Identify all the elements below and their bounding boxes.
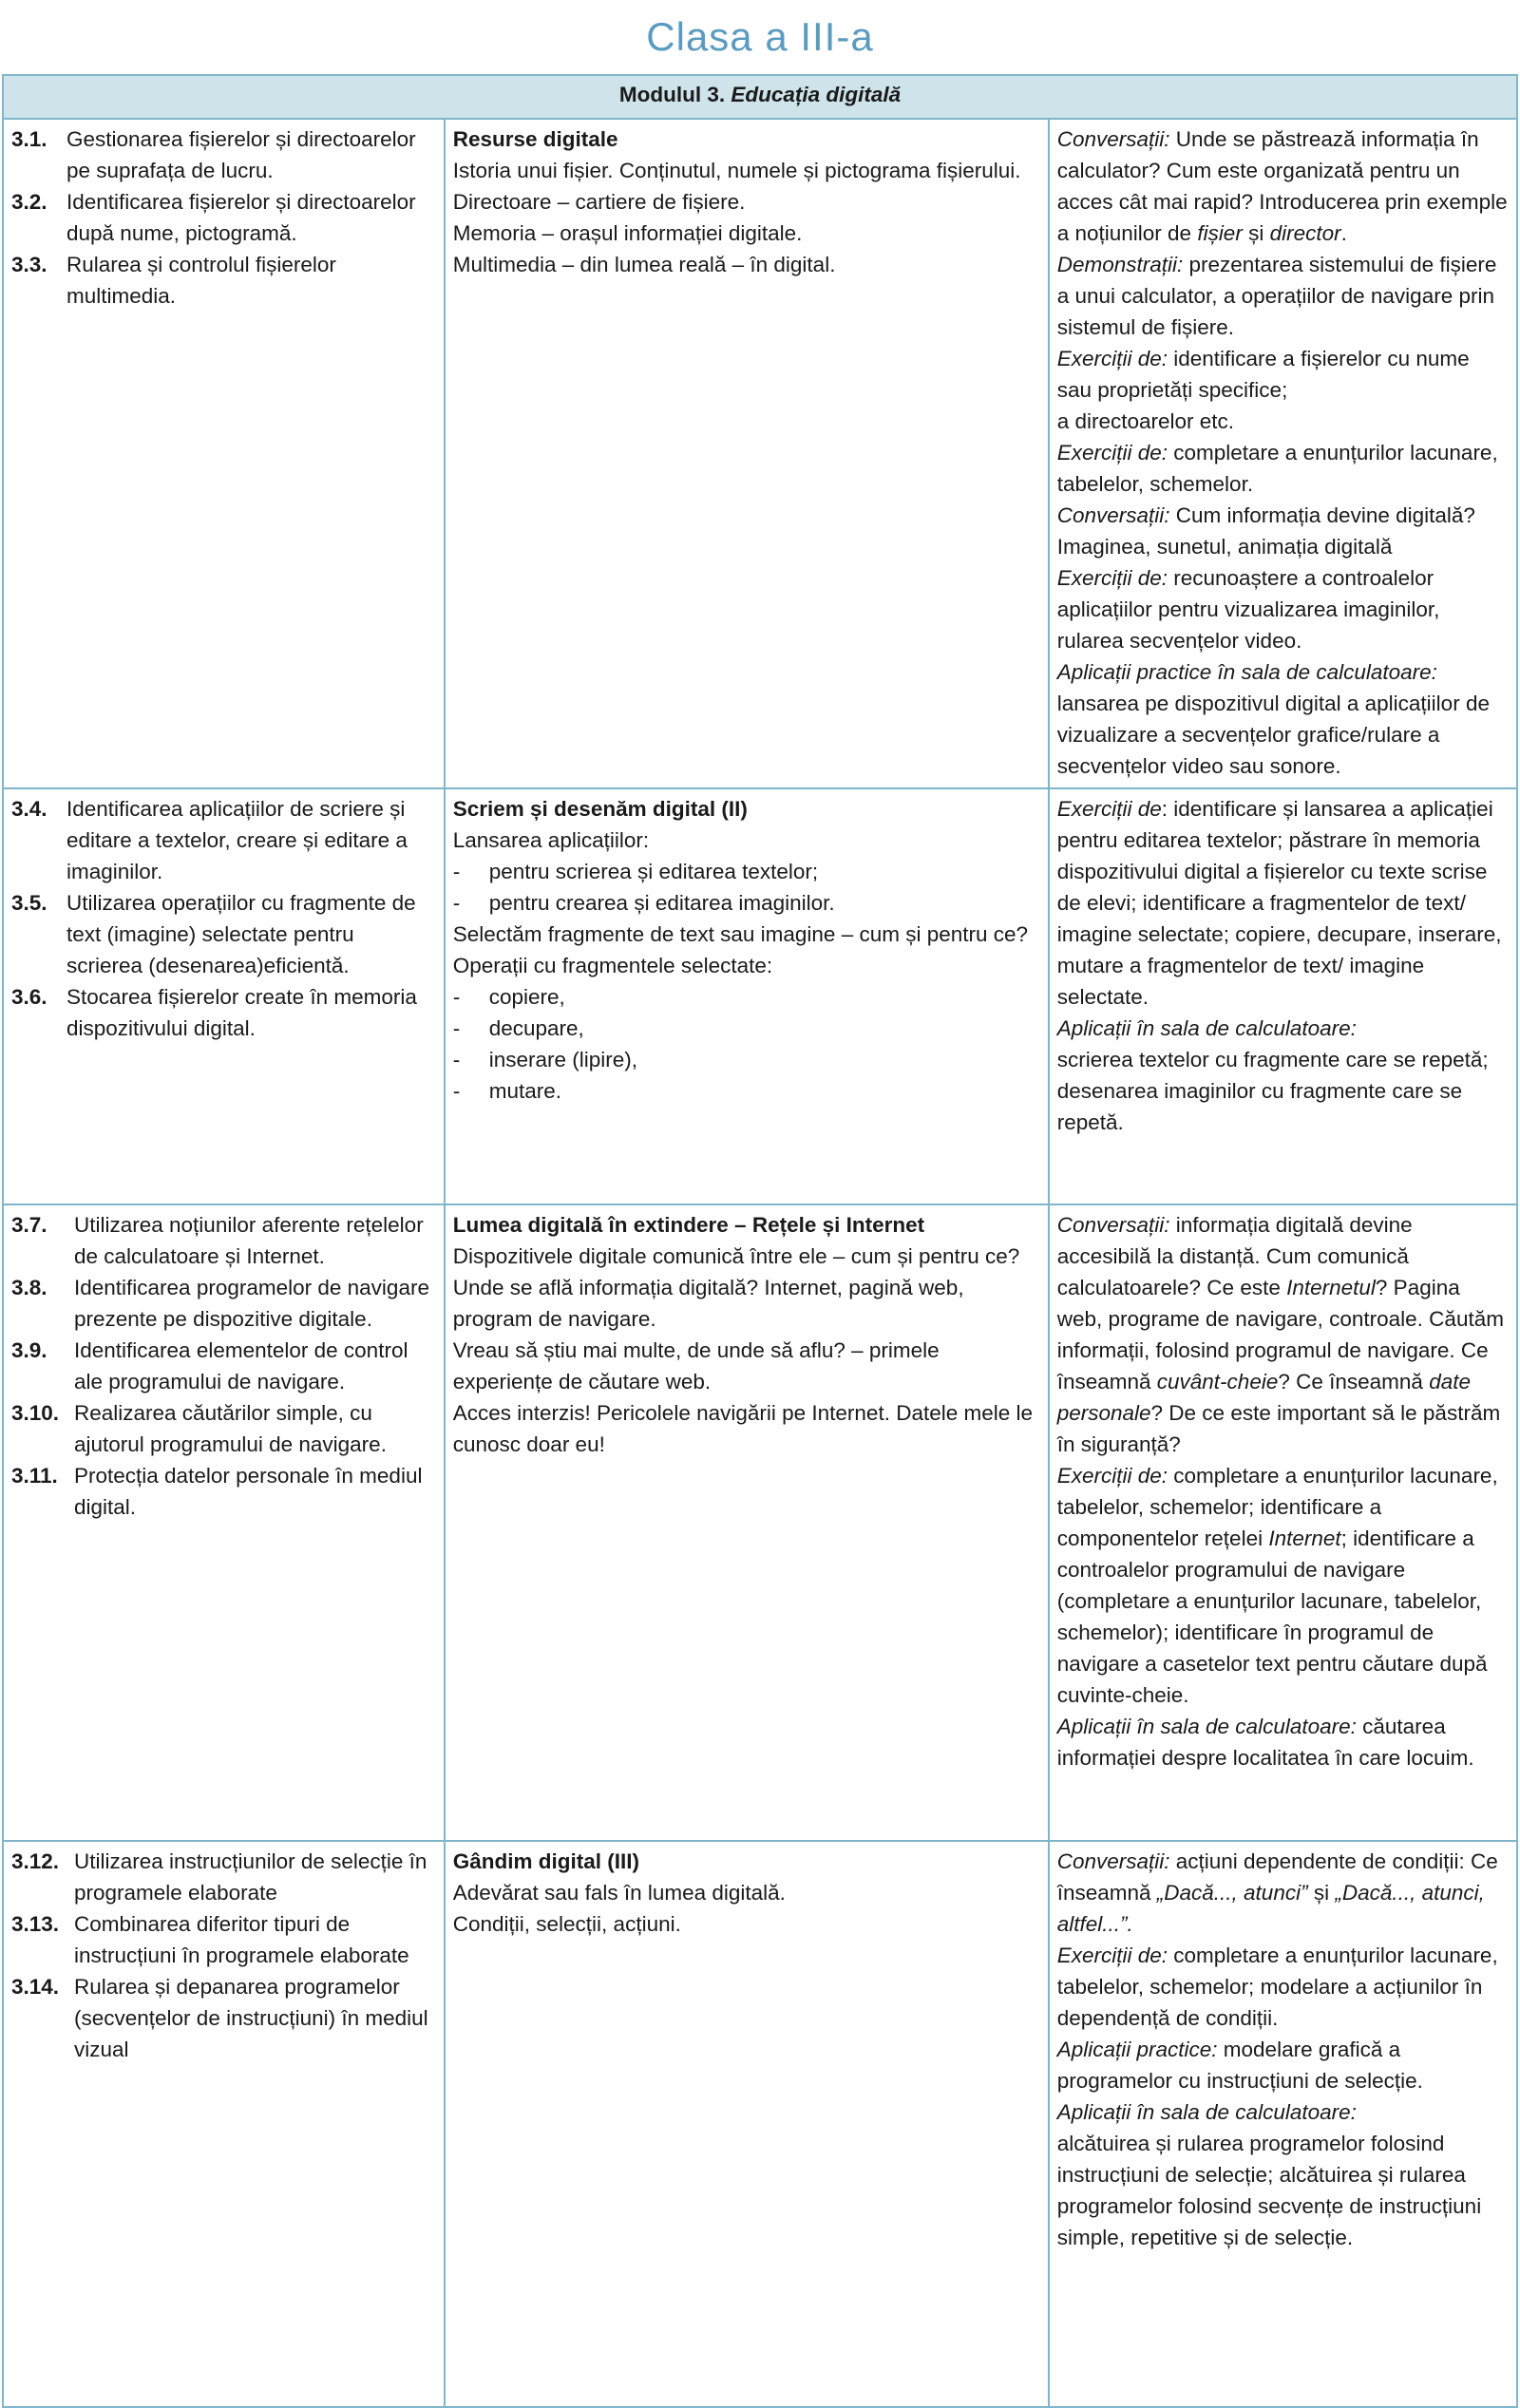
competence-item [11, 1209, 436, 1272]
activity-label: Exerciții de: [1056, 1464, 1168, 1488]
competence-text: Stocarea fișierelor create în memoria dispozitivului digital. [66, 985, 417, 1040]
competences-cell [3, 119, 445, 788]
activity-text: modelare grafică a programelor cu instrucțiuni de selecție. [1056, 2038, 1423, 2093]
competence-number: 3.12. [11, 1849, 60, 1873]
activity-line [1057, 406, 1509, 437]
competence-item [11, 1460, 436, 1523]
activity-text: scrierea textelor cu fragmente care se repetă; [1056, 1048, 1489, 1071]
table-row [3, 788, 1517, 1204]
competence-text: Realizarea căutărilor simple, cu ajutorul programului de navigare. [74, 1401, 387, 1456]
content-title: Scriem și desenăm digital (II) [452, 797, 748, 821]
content-line: Istoria unui fișier. Conținutul, numele și pictograma fișierului. [452, 159, 1021, 182]
table-row [3, 1841, 1517, 2407]
competence-number: 3.1. [11, 127, 48, 151]
activity-text: și [1242, 221, 1270, 245]
competence-number: 3.13. [11, 1912, 60, 1936]
competence-item [11, 1397, 436, 1460]
list-item: - copiere, [453, 981, 1040, 1013]
competence-text: Utilizarea instrucțiunilor de selecție în programele elaborate [74, 1849, 428, 1905]
activity-text: ? De ce este important să le păstrăm în siguranță? [1056, 1401, 1501, 1456]
activity-line [1057, 123, 1509, 249]
list-item-text: inserare (lipire), [488, 1048, 638, 1071]
module-header [3, 75, 1517, 119]
content-title: Gândim digital (III) [452, 1849, 639, 1873]
competence-text: Protecția datelor personale în mediul digital. [74, 1464, 423, 1519]
activity-text: desenarea imaginilor cu fragmente care se repetă. [1056, 1079, 1463, 1134]
activity-line [1057, 1711, 1509, 1773]
competence-number: 3.10. [11, 1401, 60, 1425]
activity-emphasis: Internetul [1286, 1276, 1376, 1299]
content-line: Adevărat sau fals în lumea digitală. [452, 1881, 786, 1905]
content-title: Resurse digitale [452, 127, 618, 151]
content-line: Selectăm fragmente de text sau imagine – cum și pentru ce? Operații cu fragmentele selectate: [452, 922, 1029, 977]
activity-line [1057, 1460, 1509, 1711]
competences-cell [3, 1204, 445, 1841]
activity-text: ? Ce înseamnă [1278, 1370, 1430, 1394]
competence-item [11, 1908, 436, 1971]
activity-label: Conversații: [1056, 503, 1170, 527]
competence-text: Utilizarea noțiunilor aferente rețelelor de calculatoare și Internet. [74, 1213, 424, 1268]
activity-line [1057, 437, 1509, 500]
competences-cell [3, 1841, 445, 2407]
content-line: Directoare – cartiere de fișiere. [452, 190, 746, 214]
activity-label: Aplicații practice în sala de calculatoare: [1056, 660, 1437, 684]
module-prefix: Modulul 3. [618, 83, 732, 106]
curriculum-table [2, 74, 1518, 2408]
activities-cell [1049, 119, 1517, 788]
activity-line [1057, 656, 1509, 688]
activity-line [1057, 2096, 1509, 2128]
activity-text: acțiuni dependente de condiții: Ce înseamnă [1056, 1849, 1498, 1905]
content-line: Multimedia – din lumea reală – în digital. [452, 253, 836, 276]
activity-emphasis: director [1269, 221, 1341, 245]
content-line: Lansarea aplicațiilor: [452, 828, 650, 852]
activity-text: completare a enunțurilor lacunare, tabelelor, schemelor; identificare a componentelor rețelei [1056, 1464, 1498, 1550]
activity-label: Exerciții de: [1056, 441, 1168, 465]
competence-item [11, 887, 436, 981]
competence-item [11, 249, 436, 312]
activity-line [1057, 249, 1509, 343]
activity-text: recunoaștere a controalelor aplicațiilor pentru vizualizarea imaginilor, rularea secvențelor video. [1056, 566, 1440, 653]
list-item-text: copiere, [488, 985, 565, 1009]
activity-line [1057, 1209, 1509, 1460]
activity-emphasis: Internet [1268, 1526, 1341, 1550]
activity-text: ? Pagina web, programe de navigare, controale. Căutăm informații, folosind programul de navigare. Ce înseamnă [1056, 1276, 1504, 1394]
activities-cell [1049, 1841, 1517, 2407]
activities-cell [1049, 1204, 1517, 1841]
content-line: Dispozitivele digitale comunică între ele – cum și pentru ce? [452, 1244, 1020, 1268]
competence-number: 3.14. [11, 1975, 60, 1999]
competence-number: 3.2. [11, 190, 48, 214]
activity-line [1057, 2128, 1509, 2253]
activity-text: completare a enunțurilor lacunare, tabelelor, schemelor; modelare a acțiunilor în dependență de condiții. [1056, 1943, 1498, 2030]
activity-text: alcătuirea și rularea programelor folosind instrucțiuni de selecție; alcătuirea și rularea programelor folosind secvențe de instrucțiuni simple, repetitive și de selecție. [1056, 2132, 1482, 2249]
activity-emphasis: „Dacă..., atunci, altfel...”. [1056, 1881, 1485, 1936]
activity-line [1057, 343, 1509, 406]
competence-text: Identificarea aplicațiilor de scriere și editare a textelor, creare și editare a imaginilor. [66, 797, 408, 883]
activity-text: Cum informația devine digitală? Imaginea, sunetul, animația digitală [1056, 503, 1475, 559]
list-item-text: pentru crearea și editarea imaginilor. [488, 891, 835, 915]
content-cell [445, 1204, 1049, 1841]
activity-label: Exerciții de: [1056, 347, 1168, 370]
competence-number: 3.3. [11, 253, 48, 276]
activity-label: Demonstrații: [1056, 253, 1184, 276]
competence-number: 3.5. [11, 891, 48, 915]
competence-item [11, 186, 436, 249]
activity-label: Aplicații în sala de calculatoare: [1056, 2100, 1357, 2124]
table-row [3, 119, 1517, 788]
competence-item [11, 1335, 436, 1397]
competence-item [11, 1272, 436, 1335]
content-line: Condiții, selecții, acțiuni. [452, 1912, 681, 1936]
activity-line [1057, 2034, 1509, 2096]
competence-number: 3.6. [11, 985, 48, 1009]
activity-line [1057, 562, 1509, 656]
competence-number: 3.4. [11, 797, 48, 821]
page-title: Clasa a III-a [646, 14, 874, 59]
content-cell [445, 788, 1049, 1204]
competence-number: 3.8. [11, 1276, 48, 1299]
list-item-text: pentru scrierea și editarea textelor; [488, 860, 819, 883]
activity-line [1057, 500, 1509, 562]
competence-item [11, 1971, 436, 2065]
activity-label: Exerciții de: [1056, 1943, 1168, 1967]
activity-label: Aplicații în sala de calculatoare: [1056, 1715, 1357, 1738]
competence-text: Combinarea diferitor tipuri de instrucțiuni în programele elaborate [74, 1912, 409, 1967]
activity-label: Conversații: [1056, 1849, 1170, 1873]
activity-text: completare a enunțurilor lacunare, tabelelor, schemelor. [1056, 441, 1498, 496]
competence-number: 3.11. [11, 1464, 58, 1488]
activity-line [1057, 1846, 1509, 1940]
activity-line [1057, 1075, 1509, 1138]
list-item: - decupare, [453, 1013, 1040, 1044]
module-name: Educația digitală [731, 83, 902, 106]
content-line: Vreau să știu mai multe, de unde să aflu? – primele experiențe de căutare web. [452, 1338, 940, 1394]
competence-text: Identificarea programelor de navigare prezente pe dispozitive digitale. [74, 1276, 429, 1331]
module-header-row [3, 75, 1517, 119]
activity-text: : identificare și lansarea a aplicației pentru editarea textelor; păstrare în memoria dispozitivului digital a fișierelor cu texte scrise de elevi; identificare a fragmentelor de text/ imagine selectate; copiere, decupare, inserare, mutare a fragmentelor de text/ imagine selectate. [1056, 797, 1502, 1009]
competence-item [11, 1846, 436, 1908]
table-row [3, 1204, 1517, 1841]
competence-item [11, 123, 436, 186]
activity-label: Conversații: [1056, 1213, 1170, 1237]
competence-text: Rularea și depanarea programelor (secvențelor de instrucțiuni) în mediul vizual [74, 1975, 428, 2061]
activity-emphasis: fișier [1197, 221, 1243, 245]
competence-text: Identificarea fișierelor și directoarelor după nume, pictogramă. [66, 190, 416, 245]
competence-text: Utilizarea operațiilor cu fragmente de text (imagine) selectate pentru scrierea (desenarea)eficientă. [66, 891, 416, 977]
content-cell [445, 119, 1049, 788]
competence-number: 3.9. [11, 1338, 48, 1362]
activity-line [1057, 688, 1509, 782]
content-line: Unde se află informația digitală? Internet, pagină web, program de navigare. [452, 1276, 964, 1331]
activity-emphasis: „Dacă..., atunci” [1156, 1881, 1308, 1905]
activity-text: informația digitală devine accesibilă la distanță. Cum comunică calculatoarele? Ce este [1056, 1213, 1413, 1299]
competence-text: Gestionarea fișierelor și directoarelor pe suprafața de lucru. [66, 127, 416, 182]
activity-text: căutarea informației despre localitatea în care locuim. [1056, 1715, 1474, 1770]
list-item-text: decupare, [488, 1016, 584, 1040]
competence-item [11, 793, 436, 887]
list-item: - mutare. [453, 1075, 1040, 1107]
list-item: - pentru scrierea și editarea textelor; [453, 856, 1040, 887]
activity-label: Exerciții de [1056, 797, 1162, 821]
activity-line [1057, 1940, 1509, 2034]
competence-text: Identificarea elementelor de control ale programului de navigare. [74, 1338, 408, 1394]
activity-label: Aplicații în sala de calculatoare: [1056, 1016, 1357, 1040]
activity-line [1057, 1013, 1509, 1044]
activity-line [1057, 1044, 1509, 1075]
list-item: - inserare (lipire), [453, 1044, 1040, 1075]
competence-number: 3.7. [11, 1213, 48, 1237]
activity-label: Conversații: [1056, 127, 1170, 151]
content-title: Lumea digitală în extindere – Rețele și Internet [452, 1213, 925, 1237]
content-line: Acces interzis! Pericolele navigării pe Internet. Datele mele le cunosc doar eu! [452, 1401, 1034, 1456]
competence-text: Rularea și controlul fișierelor multimedia. [66, 253, 336, 308]
competence-item [11, 981, 436, 1044]
activity-text: ; identificare a controalelor programului de navigare (completare a enunțurilor lacunare, tabelelor, schemelor); identificare în programul de navigare a casetelor text pentru căutare după cuvinte-cheie. [1056, 1526, 1488, 1707]
activity-text: a directoarelor etc. [1056, 409, 1235, 433]
activity-emphasis: date personale [1056, 1370, 1471, 1425]
activity-emphasis: cuvânt-cheie [1156, 1370, 1279, 1394]
activity-label: Exerciții de: [1056, 566, 1168, 590]
activity-text: identificare a fișierelor cu nume sau proprietăți specifice; [1056, 347, 1470, 402]
activity-text: și [1307, 1881, 1336, 1905]
activity-label: Aplicații practice: [1056, 2038, 1218, 2061]
activity-text: prezentarea sistemului de fișiere a unui calculator, a operațiilor de navigare prin sistemul de fișiere. [1056, 253, 1497, 339]
activity-text: lansarea pe dispozitivul digital a aplicațiilor de vizualizare a secvențelor grafice/rulare a secvențelor video sau sonore. [1056, 692, 1490, 778]
activities-cell [1049, 788, 1517, 1204]
activity-text: Unde se păstrează informația în calculator? Cum este organizată pentru un acces cât mai rapid? Introducerea prin exemple a noțiunilor de [1056, 127, 1508, 245]
content-cell [445, 1841, 1049, 2407]
list-item: - pentru crearea și editarea imaginilor. [453, 887, 1040, 919]
content-line: Memoria – orașul informației digitale. [452, 221, 803, 245]
competences-cell [3, 788, 445, 1204]
activity-text: . [1340, 221, 1347, 245]
activity-line [1057, 793, 1509, 1013]
list-item-text: mutare. [488, 1079, 562, 1103]
